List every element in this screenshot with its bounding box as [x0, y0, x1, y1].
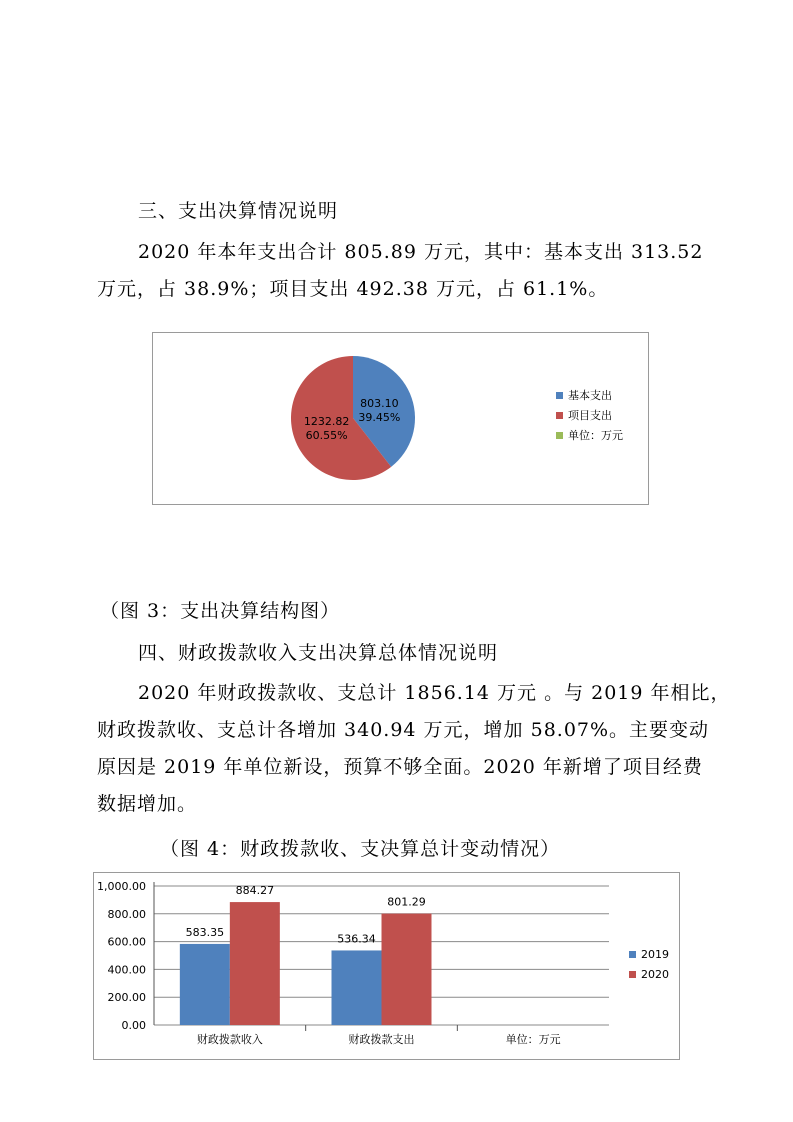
section3-heading: 三、支出决算情况说明 [138, 200, 339, 222]
bar-data-label: 583.35 [185, 925, 225, 939]
bar-legend-label-2020: 2020 [641, 968, 669, 981]
bar-y-tick-label: 1,000.00 [97, 880, 146, 893]
pie-legend-swatch-1 [556, 392, 563, 399]
bar-y-tick-label: 600.00 [107, 935, 146, 949]
bar-legend-label-2019: 2019 [641, 948, 669, 961]
figure4-caption: （图 4：财政拨款收、支决算总计变动情况） [160, 838, 561, 860]
section4-paragraph-line2: 财政拨款收、支总计各增加 340.94 万元，增加 58.07%。主要变动 [97, 719, 710, 741]
section4-paragraph-line3: 原因是 2019 年单位新设，预算不够全面。2020 年新增了项目经费 [97, 756, 703, 778]
bar-data-label: 801.29 [387, 895, 426, 909]
bar-y-tick-label: 200.00 [107, 991, 146, 1005]
section3-paragraph-line1: 2020 年本年支出合计 805.89 万元，其中：基本支出 313.52 [138, 241, 704, 263]
bar-2019-2 [332, 950, 382, 1025]
pie-chart [153, 333, 648, 504]
section3-paragraph-line2: 万元，占 38.9%；项目支出 492.38 万元，占 61.1%。 [97, 278, 609, 300]
section4-heading: 四、财政拨款收入支出决算总体情况说明 [138, 642, 499, 664]
pie-value-label-1: 803.10 [360, 396, 399, 410]
figure3-caption: （图 3：支出决算结构图） [100, 600, 341, 622]
pie-percent-label-1: 39.45% [358, 410, 401, 424]
pie-percent-label-2: 60.55% [305, 429, 348, 443]
pie-value-label-2: 1232.82 [303, 415, 350, 429]
bar-legend-swatch-2019 [629, 951, 636, 958]
pie-legend-label-1: 基本支出 [568, 389, 612, 402]
pie-legend-swatch-3 [556, 432, 563, 439]
bar-2019-1 [180, 944, 230, 1025]
pie-legend-label-3: 单位：万元 [568, 429, 623, 442]
bar-y-tick-label: 800.00 [107, 907, 146, 921]
bar-legend-swatch-2020 [629, 971, 636, 978]
section4-paragraph-line4: 数据增加。 [97, 793, 198, 815]
pie-legend-swatch-2 [556, 412, 563, 419]
bar-y-tick-label: 400.00 [107, 963, 146, 977]
bar-y-tick-label: 0.00 [121, 1019, 146, 1032]
section4-paragraph-line1: 2020 年财政拨款收、支总计 1856.14 万元 。与 2019 年相比， [138, 682, 731, 704]
bar-data-label: 536.34 [337, 932, 376, 946]
bar-data-label: 884.27 [235, 884, 275, 898]
bar-category-label: 财政拨款支出 [348, 1033, 415, 1046]
bar-chart-frame [93, 872, 680, 1060]
bar-2020-2 [382, 914, 432, 1025]
bar-chart [94, 873, 679, 1059]
bar-category-label: 单位：万元 [505, 1033, 561, 1046]
bar-2020-1 [230, 902, 280, 1025]
bar-category-label: 财政拨款收入 [196, 1033, 263, 1046]
pie-legend-label-2: 项目支出 [568, 409, 612, 422]
pie-chart-frame [152, 332, 649, 505]
